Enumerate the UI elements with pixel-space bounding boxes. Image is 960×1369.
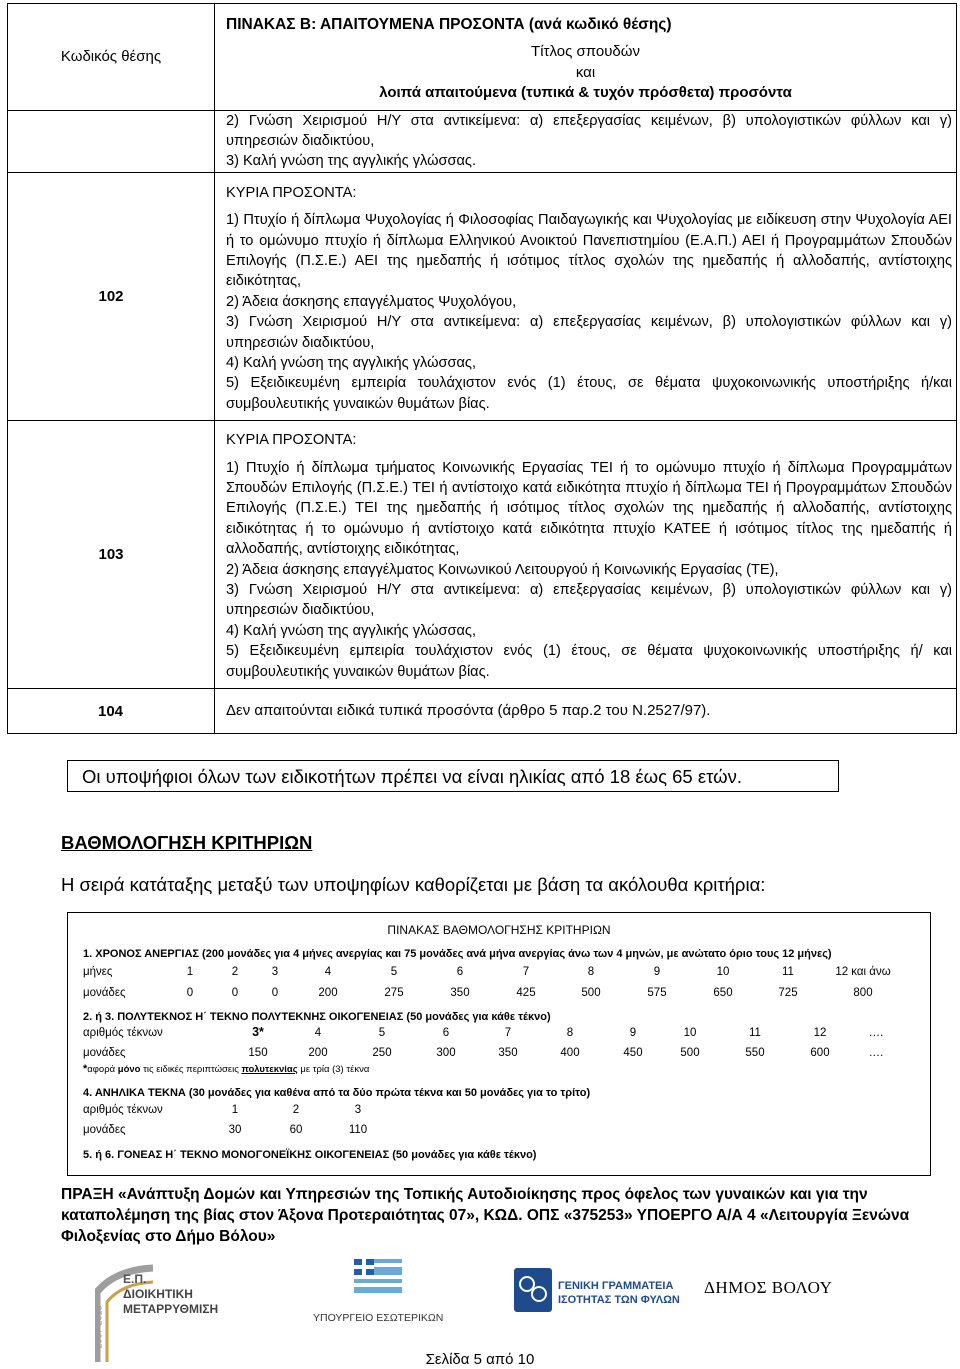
score-cell: 9 <box>629 1027 637 1039</box>
scoring-table-box <box>67 912 931 1176</box>
ep-administrative-reform-logo <box>95 1262 235 1362</box>
criterion-1-label-months: μήνες <box>83 966 113 978</box>
col-header-line-2: και <box>575 63 596 81</box>
criterion-2-title: 2. ή 3. ΠΟΛΥΤΕΚΝΟΣ Η΄ ΤΕΚΝΟ ΠΟΛΥΤΕΚΝΗΣ ΟΙΚΟΓΕΝΕΙΑΣ (50 μονάδες για κάθε τέκνο) <box>83 1011 551 1023</box>
municipality-volos-logo: ΔΗΜΟΣ ΒΟΛΟΥ <box>704 1278 833 1297</box>
requirement-item: 3) Γνώση Χειρισμού Η/Υ στα αντικείμενα: α) επεξεργασίας κειμένων, β) υπολογιστικών φύλλων και γ) υπηρεσιών διαδικτύου, <box>226 582 952 619</box>
continuation-cell <box>215 110 957 172</box>
requirements-table <box>7 3 957 734</box>
score-cell: 6 <box>442 1027 450 1039</box>
score-cell: 725 <box>778 987 798 999</box>
criterion-4-label-points: μονάδες <box>83 1124 126 1136</box>
score-cell: 7 <box>522 966 530 978</box>
footnote-part: μόνο <box>117 1064 141 1075</box>
score-cell: 350 <box>498 1047 518 1059</box>
footnote-star: * <box>83 1063 88 1075</box>
requirement-item: 2) Άδεια άσκησης επαγγέλματος Ψυχολόγου, <box>226 293 517 310</box>
score-cell: 425 <box>516 987 536 999</box>
score-cell: 0 <box>186 987 194 999</box>
table-row-102 <box>8 172 957 420</box>
score-cell: 1 <box>231 1104 239 1116</box>
requirement-item: 5) Εξειδικευμένη εμπειρία τουλάχιστον ενός (1) έτους, σε θέματα ψυχοκοινωνικής υποστήριξης ή/και συμβουλευτικής γυναικών θυμάτων βίας. <box>226 375 952 412</box>
col-header-line-1: Τίτλος σπουδών <box>531 43 640 60</box>
score-cell: 8 <box>566 1027 574 1039</box>
score-cell: 5 <box>390 966 398 978</box>
score-cell: 2 <box>231 966 239 978</box>
score-cell: 350 <box>450 987 470 999</box>
requirement-item: 5) Εξειδικευμένη εμπειρία τουλάχιστον ενός (1) έτους, σε θέματα ψυχοκοινωνικής υποστήριξης ή/ και συμβουλευτικής γυναικών θυμάτων βίας. <box>226 643 952 680</box>
table-row-continuation <box>8 110 957 172</box>
code-value: 102 <box>98 287 124 305</box>
requirements-cell-102 <box>215 172 957 420</box>
footnote-part: με τρία (3) τέκνα <box>297 1064 370 1075</box>
page-number: Σελίδα 5 από 10 <box>425 1351 535 1368</box>
code-cell-102 <box>8 172 215 420</box>
score-cell: 550 <box>745 1047 765 1059</box>
score-cell: 575 <box>647 987 667 999</box>
code-value: 103 <box>98 546 124 564</box>
footnote-part: πολυτεκνίας <box>241 1064 298 1075</box>
score-cell: 200 <box>318 987 338 999</box>
score-cell: 3 <box>271 966 279 978</box>
score-cell: 300 <box>436 1047 456 1059</box>
score-cell: 10 <box>716 966 730 978</box>
code-value: 104 <box>98 702 124 720</box>
score-cell: 275 <box>384 987 404 999</box>
requirement-text: Δεν απαιτούνται ειδικά τυπικά προσόντα (άρθρο 5 παρ.2 του Ν.2527/97). <box>226 701 711 719</box>
gg-line2: ΙΣΟΤΗΤΑΣ ΤΩΝ ΦΥΛΩΝ <box>558 1294 680 1306</box>
score-cell: 200 <box>308 1047 328 1059</box>
criterion-2-footnote <box>83 1063 369 1075</box>
criterion-5-title: 5. ή 6. ΓΟΝΕΑΣ Η΄ ΤΕΚΝΟ ΜΟΝΟΓΟΝΕΪΚΗΣ ΟΙΚΟΓΕΝΕΙΑΣ (50 μονάδες για κάθε τέκνο) <box>83 1149 537 1161</box>
code-column-header-label: Κωδικός θέσης <box>60 48 162 66</box>
footnote-part: αφορά <box>87 1064 118 1075</box>
score-cell: 12 και άνω <box>835 966 891 978</box>
score-cell: 250 <box>372 1047 392 1059</box>
cont-line: 2) Γνώση Χειρισμού Η/Υ στα αντικείμενα: α) επεξεργασίας κειμένων, β) υπολογιστικών φύλλων και γ) υπηρεσιών διαδικτύου, <box>226 112 952 149</box>
table-title-text: ΠΙΝΑΚΑΣ Β: ΑΠΑΙΤΟΥΜΕΝΑ ΠΡΟΣΟΝΤΑ (ανά κωδικό θέσης) <box>226 16 672 33</box>
score-cell: 30 <box>228 1124 242 1136</box>
score-cell: 500 <box>581 987 601 999</box>
score-cell: 650 <box>713 987 733 999</box>
score-cell: 4 <box>324 966 332 978</box>
criterion-4-label-children: αριθμός τέκνων <box>83 1104 163 1116</box>
requirement-item: 4) Καλή γνώση της αγγλικής γλώσσας, <box>226 354 477 371</box>
score-cell: 150 <box>248 1047 268 1059</box>
ep-logo-years: 2007-2013 <box>93 1305 104 1349</box>
cont-line: 3) Καλή γνώση της αγγλικής γλώσσας. <box>226 153 477 170</box>
criterion-2-label-points: μονάδες <box>83 1047 126 1059</box>
gg-line1: ΓΕΝΙΚΗ ΓΡΑΜΜΑΤΕΙΑ <box>558 1280 674 1292</box>
project-description: ΠΡΑΞΗ «Ανάπτυξη Δομών και Υπηρεσιών της Τοπικής Αυτοδιοίκησης προς όφελος των γυναικών και για την καταπολέμηση της βίας στον Άξονα Προτεραιότητας 07», ΚΩΔ. ΟΠΣ «375253» ΥΠΟΕΡΓΟ Α/Α 4 «Λειτουργία Ξενώνα Φιλοξενίας στο Δήμο Βόλου» <box>61 1186 910 1245</box>
table-row-104 <box>8 689 957 734</box>
score-cell: 11 <box>749 1027 761 1039</box>
score-cell: 60 <box>289 1124 303 1136</box>
requirement-item: 3) Γνώση Χειρισμού Η/Υ στα αντικείμενα: α) επεξεργασίας κειμένων, β) υπολογιστικών φύλλων και γ) υπηρεσιών διαδικτύου, <box>226 314 952 351</box>
requirement-item: 1) Πτυχίο ή δίπλωμα Ψυχολογίας ή Φιλοσοφίας Παιδαγωγικής και Ψυχολογίας με ειδίκευση στην Ψυχολογία ΑΕΙ ή το ομώνυμο πτυχίο ή δίπλωμα Ελληνικού Ανοικτού Πανεπιστημίου (Ε.Α.Π.) ΑΕΙ ή Προγραμμάτων Σπουδών Επιλογής (Π.Σ.Ε.) ΑΕΙ της ημεδαπής ή ισότιμος τίτλος σχολών της ημεδαπής ή αλλοδαπής, αντίστοιχης ειδικότητας, <box>226 212 952 290</box>
ministry-emblem-icon <box>353 1258 403 1294</box>
ministry-of-interior-logo <box>305 1258 455 1328</box>
score-cell: 12 <box>813 1027 827 1039</box>
criterion-1-title: 1. ΧΡΟΝΟΣ ΑΝΕΡΓΙΑΣ (200 μονάδες για 4 μήνες ανεργίας και 75 μονάδες ανά μήνα ανεργίας άνω των 4 μηνών, με ανώτατο όριο τους 12 μήνες) <box>83 948 832 960</box>
score-cell: 600 <box>810 1047 830 1059</box>
table-header-row <box>8 4 957 43</box>
score-cell: 8 <box>587 966 595 978</box>
scoring-heading: ΒΑΘΜΟΛΟΓΗΣΗ ΚΡΙΤΗΡΙΩΝ <box>61 832 313 853</box>
score-cell: 0 <box>231 987 239 999</box>
code-column-header <box>8 4 215 111</box>
general-secretariat-gender-equality-logo <box>514 1264 680 1314</box>
score-cell: 0 <box>271 987 279 999</box>
table-title <box>215 4 957 43</box>
requirements-cell-104 <box>215 689 957 734</box>
score-cell: …. <box>868 1047 884 1059</box>
age-note-box <box>67 760 839 792</box>
criterion-1-label-points: μονάδες <box>83 987 126 999</box>
code-cell-empty <box>8 110 215 172</box>
ministry-name: ΥΠΟΥΡΓΕΙΟ ΕΣΩΤΕΡΙΚΩΝ <box>313 1312 444 1324</box>
score-cell: 10 <box>683 1027 697 1039</box>
code-cell-103 <box>8 421 215 689</box>
code-cell-104 <box>8 689 215 734</box>
scoring-table-title: ΠΙΝΑΚΑΣ ΒΑΘΜΟΛΟΓΗΣΗΣ ΚΡΙΤΗΡΙΩΝ <box>387 923 611 937</box>
score-cell: 800 <box>853 987 873 999</box>
requirement-item: 2) Άδεια άσκησης επαγγέλματος Κοινωνικού Λειτουργού ή Κοινωνικής Εργασίας (ΤΕ), <box>226 561 779 578</box>
score-cell: …. <box>868 1027 884 1039</box>
score-cell: 2 <box>292 1104 300 1116</box>
score-cell: 450 <box>623 1047 643 1059</box>
section-heading: ΚΥΡΙΑ ΠΡΟΣΟΝΤΑ: <box>226 184 357 201</box>
score-cell: 11 <box>782 966 794 978</box>
scoring-intro: Η σειρά κατάταξης μεταξύ των υποψηφίων καθορίζεται με βάση τα ακόλουθα κριτήρια: <box>61 874 766 895</box>
score-cell: 3 <box>354 1104 362 1116</box>
ep-logo-ep: Ε.Π. <box>123 1272 147 1286</box>
age-note-text: Οι υποψήφιοι όλων των ειδικοτήτων πρέπει να είναι ηλικίας από 18 έως 65 ετών. <box>82 766 742 787</box>
score-cell: 400 <box>560 1047 580 1059</box>
score-cell: 5 <box>378 1027 386 1039</box>
score-cell: 110 <box>348 1124 368 1136</box>
table-row-103 <box>8 421 957 689</box>
criterion-4-title: 4. ΑΝΗΛΙΚΑ ΤΕΚΝΑ (30 μονάδες για καθένα από τα δύο πρώτα τέκνα και 50 μονάδες για το τρίτο) <box>83 1087 591 1099</box>
requirement-item: 1) Πτυχίο ή δίπλωμα τμήματος Κοινωνικής Εργασίας ΤΕΙ ή το ομώνυμο πτυχίο ή δίπλωμα Προγραμμάτων Σπουδών Επιλογής (Π.Σ.Ε.) ΤΕΙ ή αντίστοιχο κατά ειδικότητα πτυχίο ή δίπλωμα ΤΕΙ ή Προγραμμάτων Σπουδών Επιλογής (Π.Σ.Ε.) ΤΕΙ της ημεδαπής ή ισότιμος τίτλος σχολών της ημεδαπής ή αλλοδαπής, αντίστοιχης ειδικότητας ή το ομώνυμο ή αντίστοιχο κατά ειδικότητα πτυχίο ΚΑΤΕΕ ή ισότιμος τίτλος της ημεδαπής ή αλλοδαπής, αντίστοιχης ειδικότητας, <box>226 459 952 558</box>
requirement-item: 4) Καλή γνώση της αγγλικής γλώσσας, <box>226 622 477 639</box>
ep-logo-line2: ΔΙΟΙΚΗΤΙΚΗ <box>123 1287 193 1301</box>
score-cell: 1 <box>186 966 194 978</box>
criterion-2-label-children: αριθμός τέκνων <box>83 1027 163 1039</box>
score-cell: 500 <box>680 1047 700 1059</box>
gg-emblem-icon <box>514 1268 554 1312</box>
footnote-part: τις ειδικές περιπτώσεις <box>140 1064 242 1075</box>
col-header-line-3: λοιπά απαιτούμενα (τυπικά & τυχόν πρόσθετα) προσόντα <box>379 84 792 101</box>
score-cell: 6 <box>456 966 464 978</box>
score-cell: 3* <box>252 1025 264 1039</box>
requirements-cell-103 <box>215 421 957 689</box>
score-cell: 4 <box>314 1027 322 1039</box>
ep-logo-line3: ΜΕΤΑΡΡΥΘΜΙΣΗ <box>123 1302 219 1316</box>
section-heading: ΚΥΡΙΑ ΠΡΟΣΟΝΤΑ: <box>226 432 357 449</box>
score-cell: 7 <box>504 1027 512 1039</box>
score-cell: 9 <box>653 966 661 978</box>
requirements-column-header <box>215 42 957 110</box>
